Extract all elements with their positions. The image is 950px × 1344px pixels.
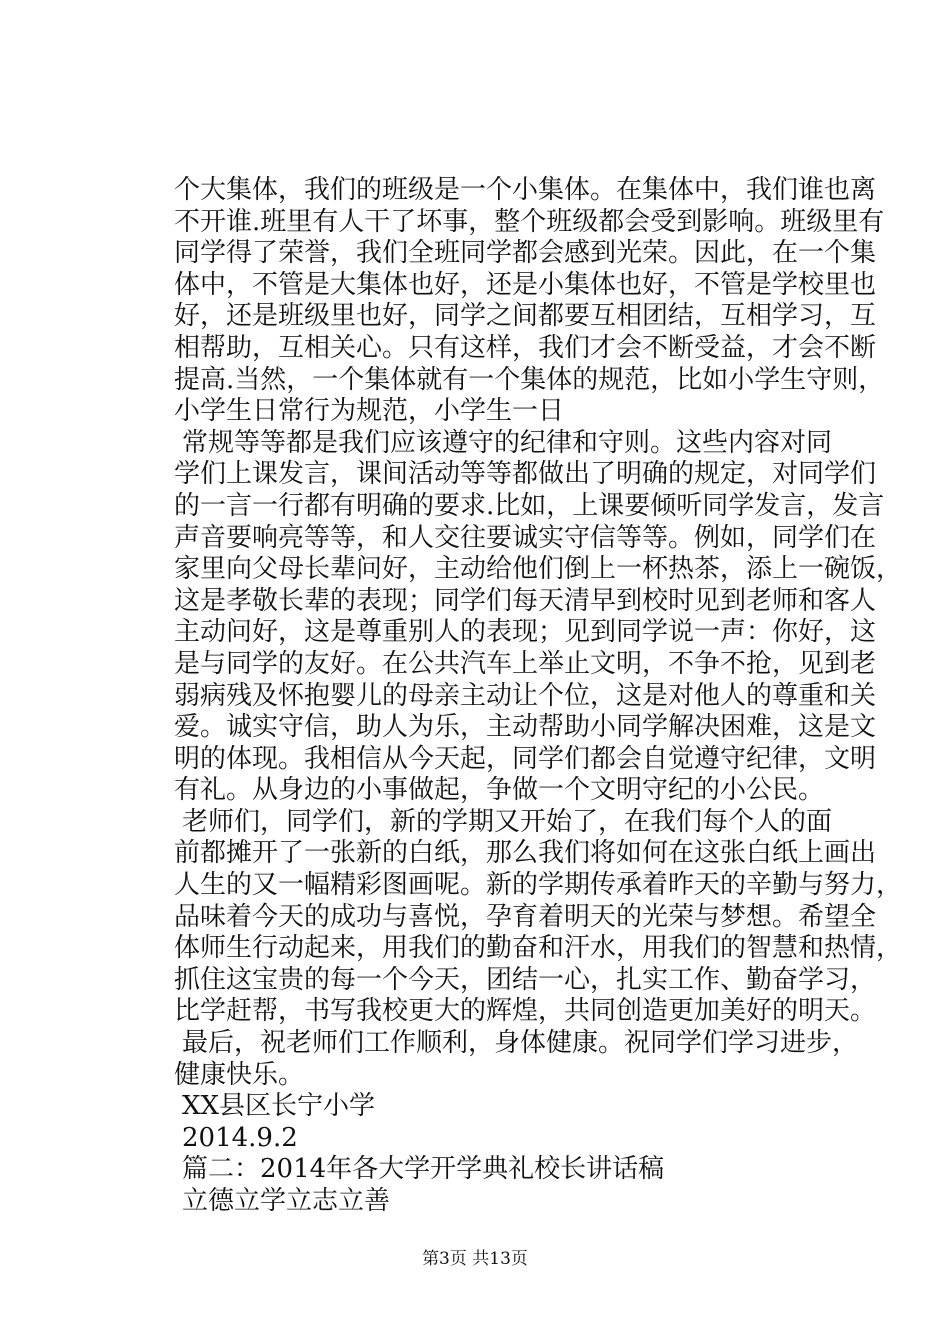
text-line: 爱。诚实守信，助人为乐，主动帮助小同学解决困难，这是文 <box>174 712 877 743</box>
text-line: 同学得了荣誉，我们全班同学都会感到光荣。因此，在一个集 <box>174 238 877 269</box>
text-line: 的一言一行都有明确的要求.比如，上课要倾听同学发言，发言 <box>174 490 885 521</box>
text-line: 小学生日常行为规范，小学生一日 <box>174 396 565 427</box>
text-line: 明的体现。我相信从今天起，同学们都会自觉遵守纪律，文明 <box>174 743 877 774</box>
text-line: 比学赶帮，书写我校更大的辉煌，共同创造更加美好的明天。 <box>174 996 877 1027</box>
document-body <box>174 175 903 1218</box>
text-line: 学们上课发言，课间活动等等都做出了明确的规定，对同学们 <box>174 459 877 490</box>
text-line: 声音要响亮等等，和人交往要诚实守信等等。例如，同学们在 <box>174 522 877 553</box>
text-line: 篇二：2014年各大学开学典礼校长讲话稿 <box>182 1154 665 1185</box>
text-line: 抓住这宝贵的每一个今天，团结一心，扎实工作、勤奋学习， <box>174 964 877 995</box>
text-line: 个大集体，我们的班级是一个小集体。在集体中，我们谁也离 <box>174 175 877 205</box>
text-line: 家里向父母长辈问好，主动给他们倒上一杯热茶，添上一碗饭， <box>174 554 903 585</box>
text-line: XX县区长宁小学 <box>182 1091 376 1122</box>
text-line: 老师们，同学们，新的学期又开始了，在我们每个人的面 <box>182 806 833 837</box>
text-line: 主动问好，这是尊重别人的表现；见到同学说一声：你好，这 <box>174 617 877 648</box>
text-line: 不开谁.班里有人干了坏事，整个班级都会受到影响。班级里有 <box>174 206 885 237</box>
text-line: 体中，不管是大集体也好，还是小集体也好，不管是学校里也 <box>174 269 877 300</box>
text-line: 是与同学的友好。在公共汽车上举止文明，不争不抢，见到老 <box>174 648 877 679</box>
text-line: 好，还是班级里也好，同学之间都要互相团结，互相学习，互 <box>174 301 877 332</box>
text-line: 人生的又一幅精彩图画呢。新的学期传承着昨天的辛勤与努力， <box>174 870 903 901</box>
text-line: 体师生行动起来，用我们的勤奋和汗水，用我们的智慧和热情， <box>174 933 903 964</box>
text-line: 相帮助，互相关心。只有这样，我们才会不断受益，才会不断 <box>174 332 877 363</box>
text-line: 立德立学立志立善 <box>182 1186 391 1216</box>
text-line: 最后，祝老师们工作顺利，身体健康。祝同学们学习进步， <box>182 1028 859 1059</box>
text-line: 品味着今天的成功与喜悦，孕育着明天的光荣与梦想。希望全 <box>174 901 877 932</box>
page-footer: 第3页 共13页 <box>422 1249 528 1269</box>
text-line: 这是孝敬长辈的表现；同学们每天清早到校时见到老师和客人 <box>174 585 877 616</box>
text-line: 前都摊开了一张新的白纸，那么我们将如何在这张白纸上画出 <box>174 838 877 869</box>
text-line: 常规等等都是我们应该遵守的纪律和守则。这些内容对同 <box>182 427 833 458</box>
text-line: 2014.9.2 <box>182 1122 298 1153</box>
text-line: 健康快乐。 <box>174 1059 305 1090</box>
text-line: 有礼。从身边的小事做起，争做一个文明守纪的小公民。 <box>174 775 825 806</box>
text-line: 弱病残及怀抱婴儿的母亲主动让个位，这是对他人的尊重和关 <box>174 680 877 711</box>
text-line: 提高.当然，一个集体就有一个集体的规范，比如小学生守则， <box>174 364 885 395</box>
